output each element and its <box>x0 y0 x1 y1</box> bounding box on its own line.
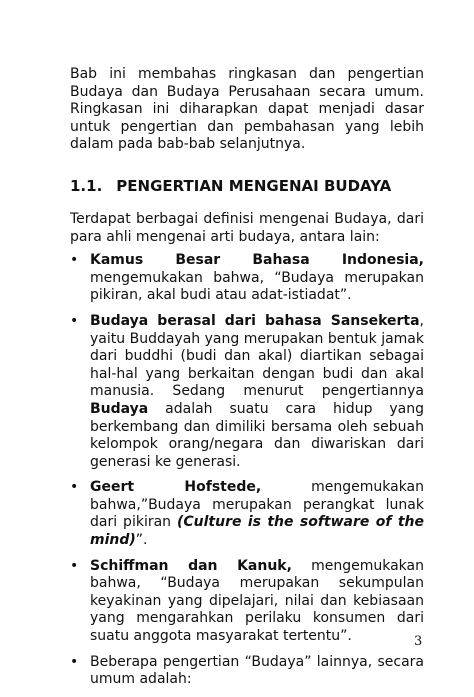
section-intro-paragraph: Terdapat berbagai definisi mengenai Budaya, dari para ahli mengenai arti budaya, antara lain: <box>70 210 424 245</box>
item-text: mengemukakan bahwa,”Budaya merupakan perangkat lunak dari pikiran <box>90 479 425 531</box>
bullet-icon: • <box>70 557 79 574</box>
section-number: 1.1. <box>70 176 103 195</box>
list-item <box>70 558 424 646</box>
bullet-icon: • <box>70 479 79 496</box>
list-item <box>70 479 424 549</box>
item-lead: Kamus Besar Bahasa Indonesia, <box>90 252 424 269</box>
bullet-icon: • <box>70 252 79 269</box>
item-lead: Budaya berasal dari bahasa Sansekerta <box>90 312 420 329</box>
item-quote-italic: (Culture is the software of the mind) <box>90 514 424 549</box>
bullet-icon: • <box>70 312 79 329</box>
list-item <box>70 654 424 689</box>
section-heading <box>70 177 424 195</box>
page-number: 3 <box>414 634 423 649</box>
item-emphasis: Budaya <box>90 400 149 417</box>
page-content <box>70 66 424 697</box>
item-text: , yaitu Buddayah yang merupakan bentuk jamak dari buddhi (budi dan akal) diartikan sebagai hal-hal yang berkaitan dengan budi dan akal manusia. Sedang menurut pengertiannya <box>90 312 424 400</box>
list-item <box>70 252 424 305</box>
item-lead: Schiffman dan Kanuk, <box>90 557 292 574</box>
list-item <box>70 313 424 471</box>
item-text: mengemukakan bahwa, “Budaya merupakan pikiran, akal budi atau adat-istiadat”. <box>90 269 424 304</box>
item-text: Beberapa pengertian “Budaya” lainnya, secara umum adalah: <box>90 653 424 688</box>
definition-list <box>70 252 424 689</box>
item-text-continued: adalah suatu cara hidup yang berkembang dan dimiliki bersama oleh sebuah kelompok orang/negara dan diwariskan dari generasi ke generasi. <box>90 400 424 470</box>
item-text-continued: ”. <box>135 532 148 549</box>
item-lead: Geert Hofstede, <box>90 479 262 496</box>
item-text: mengemukakan bahwa, “Budaya merupakan sekumpulan keyakinan yang dipelajari, nilai dan kebiasaan yang mengarahkan perilaku konsumen dari suatu anggota masyarakat tertentu”. <box>90 557 424 645</box>
bullet-icon: • <box>70 653 79 670</box>
section-title: PENGERTIAN MENGENAI BUDAYA <box>116 176 392 195</box>
intro-paragraph: Bab ini membahas ringkasan dan pengertian Budaya dan Budaya Perusahaan secara umum. Ringkasan ini diharapkan dapat menjadi dasar untuk pengertian dan pembahasan yang lebih dalam pada bab-bab selanjutnya. <box>70 66 424 153</box>
